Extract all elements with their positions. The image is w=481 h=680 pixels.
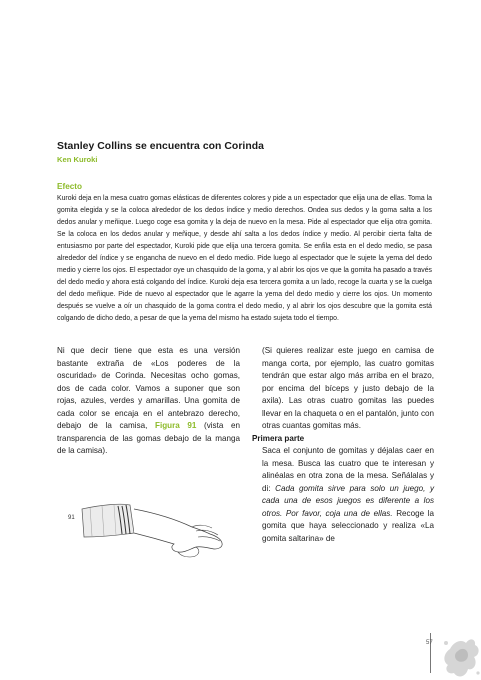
right-text-2a: Saca el conjunto de gomitas y déjalas caer en la mesa. Busca las cuatro que te interesan y alinéalas en otra zona de la mesa. Señálalas y di: [262,446,434,493]
chapter-title: Stanley Collins se encuentra con Corinda [57,141,264,152]
page-number-rule [430,633,431,673]
right-paragraph-1: (Si quieres realizar este juego en camisa de manga corta, por ejemplo, las cuatro gomitas tendrán que estar algo más arriba en el brazo, por encima del bíceps y justo debajo de la axila). Las otras cuatro gomitas las puedes llevar en la chaqueta o en el pantalón, junto con otras cuantas gomitas más. [262,346,434,430]
left-text-1: Ni que decir tiene que esta es una versión bastante extraña de «Los poderes de la oscuridad» de Corinda. Necesitas ocho gomas, dos de cada color. Vamos a suponer que son rojas, azules, verdes y amarillas. Una gomita de cada color se encaja en el antebrazo derecho, debajo de la camisa, [57,346,240,430]
efecto-text: Kuroki deja en la mesa cuatro gomas elásticas de diferentes colores y pide a un espectador que elija una de ellas. Toma la gomita elegida y se la coloca alrededor de los dedos índice y medio derechos. Ondea sus dedos y la goma salta a los dedos anular y meñique. Luego coge esa gomita y la deja de nuevo en la mesa. Pide al espectador que elija otra gomita. Se la coloca en los dedos anular y meñique, y desde ahí salta a los dedos índice y medio. Al percibir cierta falta de entusiasmo por parte del espectador, Kuroki pide que elija una tercera gomita. Se enfila esta en el dedo medio, se pasa alrededor del índice y se engancha de nuevo en el dedo medio. Pide luego al espectador que le sujete la yema del dedo medio y cierre los ojos. El espectador oye un chasquido de la goma, y al abrir los ojos ve que la gomita ha pasado a través del dedo medio y ahora está colgando del índice. Kuroki deja esa tercera gomita a un lado, recoge la cuarta y se la cuelga del dedo meñique. Pide de nuevo al espectador que le agarre la yema del dedo medio y cierre los ojos. Un momento después se vuelve a oír un chasquido de la goma contra el dedo medio, y al abrir los ojos descubre que la gomita está colgando de dicho dedo, a pesar de que la yema del mismo ha estado sujeta todo el tiempo. [57,195,432,322]
page-number: 57 [426,640,433,646]
figure-reference: Figura 91 [155,421,197,430]
figure-number: 91 [68,515,75,521]
right-text-2b: Recoge la gomita que haya seleccionado y realiza «La gomita saltarina» de [262,508,435,543]
left-column [57,345,240,458]
left-text-2: (vista en transparencia de las gomas debajo de la manga de la camisa). [57,421,240,455]
forearm [134,509,222,552]
corner-ink-splash [440,627,481,680]
efecto-heading: Efecto [57,182,83,191]
author-name: Ken Kuroki [57,155,98,164]
right-text-italic: Cada gomita sirve para solo un juego, y cada una de esos juegos es diferente a los otros. Por favor, coja una de ellas. [262,483,434,518]
efecto-paragraph [57,193,432,325]
right-paragraph-2 [252,445,434,545]
left-column-paragraph [57,345,240,458]
section-heading: Primera parte [252,433,305,443]
forearm-illustration [80,497,225,567]
right-column [252,345,434,545]
